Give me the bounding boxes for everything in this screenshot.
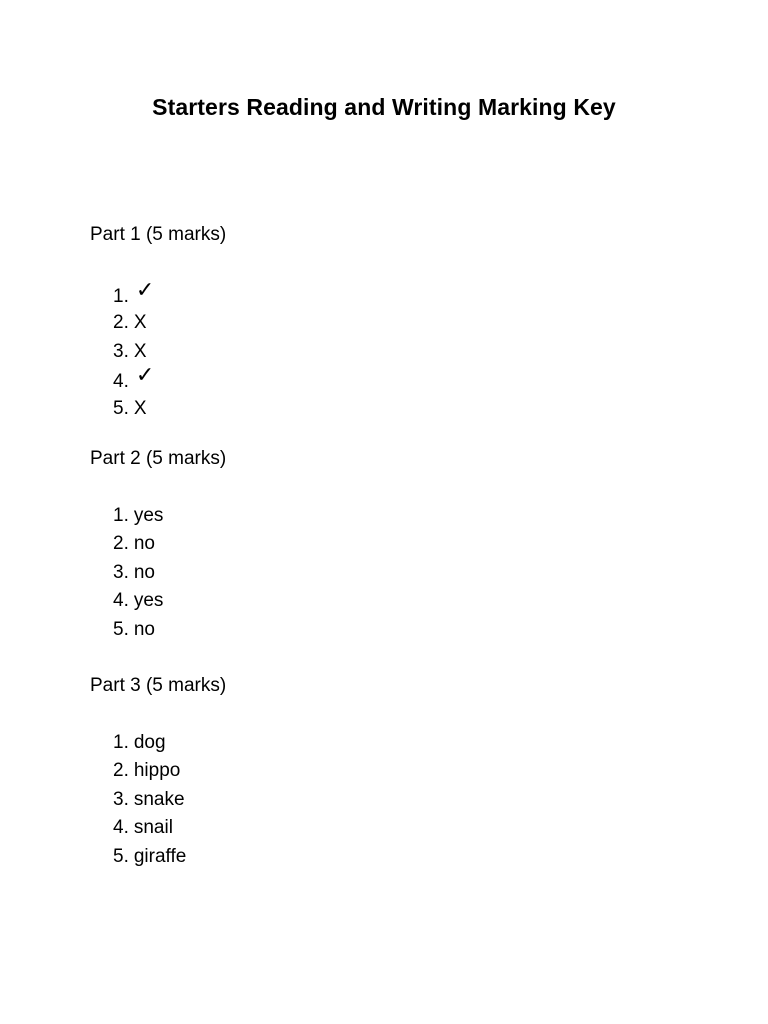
item-number: 4. <box>113 817 129 839</box>
item-number: 3. <box>113 340 129 362</box>
item-number: 5. <box>113 397 129 419</box>
item-number: 1. <box>113 286 129 307</box>
list-item <box>113 362 155 394</box>
item-number: 4. <box>113 371 129 393</box>
answer-value: yes <box>133 590 164 612</box>
answer-value: dog <box>133 732 166 753</box>
checkmark-icon: ✓ <box>135 277 155 302</box>
list-item <box>113 616 163 644</box>
item-number: 3. <box>113 561 129 583</box>
item-number: 4. <box>113 590 129 612</box>
part-2-answer-list <box>113 502 163 644</box>
list-item <box>113 277 155 309</box>
list-item <box>113 395 154 423</box>
list-item <box>113 814 186 842</box>
item-number: 2. <box>113 533 129 555</box>
list-item <box>113 587 163 615</box>
answer-value: giraffe <box>133 845 187 867</box>
part-3-heading: Part 3 (5 marks) <box>90 675 227 696</box>
part-3-answer-list <box>113 729 186 871</box>
list-item <box>113 559 163 587</box>
part-1-heading: Part 1 (5 marks) <box>90 224 227 245</box>
list-item <box>113 530 163 558</box>
answer-value: no <box>133 618 155 640</box>
answer-value: snail <box>133 817 173 839</box>
item-number: 2. <box>113 312 129 334</box>
answer-value: X <box>133 340 147 362</box>
list-item <box>113 786 186 814</box>
item-number: 3. <box>113 788 129 810</box>
answer-value: hippo <box>133 760 181 782</box>
item-number: 1. <box>113 505 129 526</box>
answer-value: snake <box>133 788 185 810</box>
list-item <box>113 309 154 337</box>
answer-value: no <box>133 561 155 583</box>
item-number: 1. <box>113 732 129 753</box>
answer-value: yes <box>133 505 164 526</box>
item-number: 5. <box>113 618 129 640</box>
item-number: 2. <box>113 760 129 782</box>
list-item <box>113 757 186 785</box>
checkmark-icon: ✓ <box>135 362 155 388</box>
item-number: 5. <box>113 845 129 867</box>
answer-value: no <box>133 533 155 555</box>
part-2-heading: Part 2 (5 marks) <box>90 448 227 469</box>
answer-value: X <box>133 397 147 419</box>
list-item <box>113 729 186 757</box>
answer-value: X <box>133 312 147 334</box>
part-1-answer-list <box>113 277 155 423</box>
list-item <box>113 502 163 530</box>
page-title: Starters Reading and Writing Marking Key <box>152 94 616 120</box>
list-item <box>113 843 186 871</box>
